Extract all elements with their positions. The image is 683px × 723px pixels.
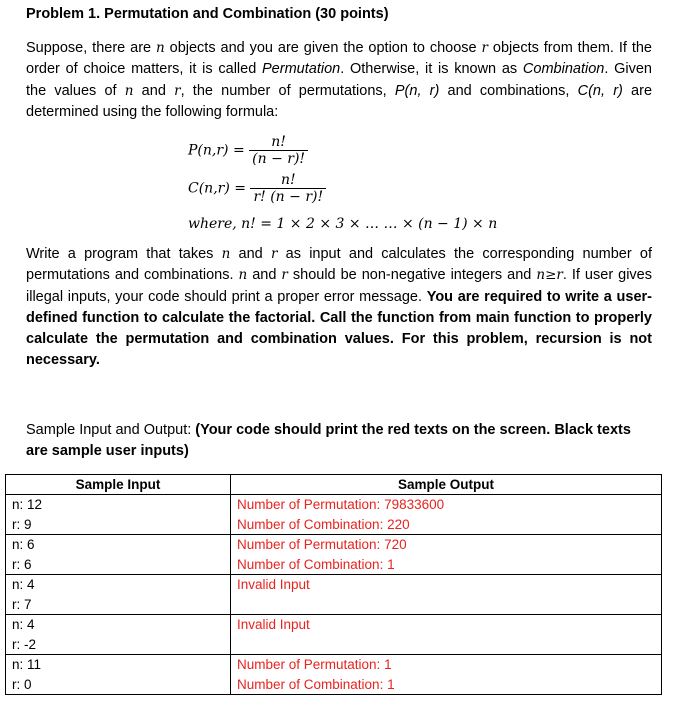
table-row [6,535,662,575]
header-sample-input: Sample Input [6,475,231,495]
problem-title: Problem 1. Permutation and Combination (30 points) [26,6,389,22]
intro-paragraph [26,38,652,123]
table-row [6,655,662,695]
output-line: Number of Combination: 1 [237,676,395,692]
input-line: r: 7 [12,596,32,612]
output-cell [231,615,662,655]
intro-text: . Given the values of [26,61,652,99]
output-cell [231,495,662,535]
input-cell [6,575,231,615]
input-cell [6,655,231,695]
intro-text: objects and you are given the option to choose [164,40,482,56]
output-line: Invalid Input [237,617,310,632]
input-line: r: 0 [12,676,32,692]
intro-text: Suppose, there are [26,40,157,56]
task-text: . If user gives illegal inputs, your code should print a proper error message. [26,267,652,305]
input-line: n: 6 [12,537,35,552]
sample-heading [26,420,652,463]
numerator: n! [271,134,286,150]
table-row [6,615,662,655]
intro-text: . Otherwise, it is known as [340,61,523,78]
intro-text: and combinations, [439,82,578,99]
intro-text: objects from them. If the order of choice matters, it is called [26,40,652,78]
task-text: as input and calculates the corresponding number of permutations and combinations. [26,246,652,284]
permutation-term: Permutation [262,61,341,78]
permutation-formula [188,134,308,167]
task-text: and [247,267,282,284]
var-r: r [270,246,278,262]
table-header-row [6,475,662,495]
var-n: n [124,82,134,99]
output-line [237,595,655,615]
output-line: Number of Permutation: 720 [237,537,407,552]
input-cell [6,495,231,535]
task-paragraph [26,244,652,372]
combination-formula [188,172,326,205]
header-sample-output: Sample Output [231,475,662,495]
sample-table [5,474,662,695]
formula-lhs: P(n,r) = [188,142,245,159]
denominator: r! (n − r)! [250,188,326,205]
output-cell [231,535,662,575]
intro-text: and [133,82,175,99]
denominator: (n − r)! [249,150,308,167]
table-row [6,575,662,615]
var-r: r [481,40,488,56]
output-line: Number of Permutation: 1 [237,657,392,672]
output-line: Number of Permutation: 79833600 [237,497,445,512]
input-line: n: 11 [12,657,42,672]
var-n: n [156,40,165,56]
input-line: n: 12 [12,497,43,512]
input-line: n: 4 [12,617,35,632]
input-line: n: 4 [12,577,35,592]
fraction [249,134,308,167]
c-nr-term: C(n, r) [577,82,623,99]
var-n: n [238,267,248,284]
combination-term: Combination [522,61,605,78]
formula-lhs: C(n,r) = [188,180,246,197]
numerator: n! [280,172,296,188]
var-r: r [174,82,181,99]
sample-heading-note: (Your code should print the red texts on the screen. Black texts are sample user inputs) [26,422,631,460]
input-cell [6,615,231,655]
task-text: Write a program that takes [26,246,222,262]
output-cell [231,575,662,615]
var-r: r [281,267,288,284]
output-line: Invalid Input [237,577,310,592]
task-text: and [230,246,271,262]
input-line: r: 6 [12,556,32,572]
condition: n≥r [536,267,563,284]
task-text: should be non-negative integers and [287,267,537,284]
input-cell [6,535,231,575]
output-line: Number of Combination: 1 [237,556,395,572]
input-line: r: 9 [12,516,32,532]
intro-text: , the number of permutations, [180,82,395,99]
p-nr-term: P(n, r) [394,82,440,99]
intro-text: are determined using the following formula: [26,82,653,120]
var-n: n [221,246,231,262]
factorial-definition: where, n! = 1 × 2 × 3 × … … × (n − 1) × n [188,216,498,232]
output-cell [231,655,662,695]
output-line [237,635,655,655]
output-line: Number of Combination: 220 [237,516,410,532]
sample-heading-text: Sample Input and Output: [26,422,196,438]
table-row [6,495,662,535]
input-line: r: -2 [12,636,37,652]
fraction [250,172,326,205]
task-requirement: You are required to write a user-defined function to calculate the factorial. Call the function from main function to properly calculate the permutation and combination values. For this problem, recursion is not necessary. [26,288,652,369]
